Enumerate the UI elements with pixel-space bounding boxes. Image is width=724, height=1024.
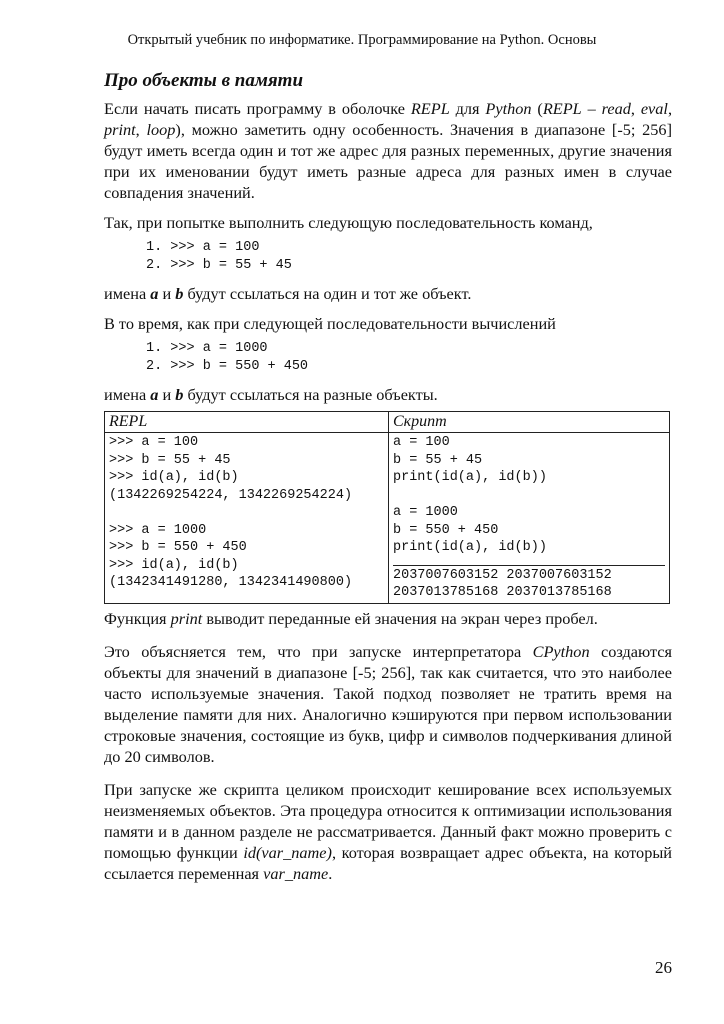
page-content: [104, 70, 672, 884]
paragraph-meanwhile: В то время, как при следующей последовательности вычислений: [104, 314, 556, 333]
repl-code-cell: >>> a = 100 >>> b = 55 + 45 >>> id(a), id(b) (1342269254224, 1342269254224) >>> a = 1000 >>> b = 550 + 450 >>> id(a), id(b) (1342341491280, 1342341490800): [105, 433, 389, 604]
code-listing-2: [104, 340, 672, 375]
code-line: 2. >>> b = 55 + 45: [146, 257, 292, 273]
section-heading: Про объекты в памяти: [104, 70, 304, 91]
script-code-cell: [389, 433, 670, 604]
script-output: 2037007603152 2037007603152 2037013785168 2037013785168: [393, 565, 665, 602]
paragraph-script-caching: При запуске же скрипта целиком происходит кеширование всех используемых неизменяемых объектов. Эта процедура относится к оптимизации использования памяти и в данном разделе не рассматривается. Данный факт можно проверить с помощью функции id(var_name), которая возвращает адрес объекта, на который ссылается переменная var_name.: [104, 779, 672, 883]
code-line: 2. >>> b = 550 + 450: [146, 358, 309, 374]
table-header-script: Скрипт: [389, 412, 670, 433]
paragraph-different-objects: имена a и b будут ссылаться на разные объекты.: [104, 385, 438, 404]
table-header-repl: REPL: [105, 412, 389, 433]
paragraph-attempt: Так, при попытке выполнить следующую последовательность команд,: [104, 213, 593, 232]
code-line: 1. >>> a = 1000: [146, 341, 268, 356]
paragraph-intro: Если начать писать программу в оболочке REPL для Python (REPL – read, eval, print, loop), можно заметить одну особенность. Значения в диапазоне [-5; 256] будут иметь всегда один и тот же адрес для разных переменных, другие значения при их именовании будут иметь разные адреса для разных имен в случае совпадения значений.: [104, 99, 673, 202]
paragraph-explanation: Это объясняется тем, что при запуске интерпретатора CPython создаются объекты для значений в диапазоне [-5; 256], так как считается, что это наиболее часто используемые значения. Такой подход позволяет не тратить время на выделение памяти для них. Аналогично кэшируются при первом использовании строковые значения, состоящие из букв, цифр и символов подчеркивания длиной до 20 символов.: [104, 641, 673, 766]
comparison-table: [104, 411, 670, 604]
paragraph-same-object: имена a и b будут ссылаться на один и тот же объект.: [104, 284, 472, 303]
table-caption: Функция print выводит переданные ей значения на экран через пробел.: [104, 608, 598, 628]
running-header: Открытый учебник по информатике. Программирование на Python. Основы: [127, 32, 597, 48]
page-number: 26: [655, 958, 672, 977]
code-line: 1. >>> a = 100: [146, 240, 260, 255]
script-code: a = 100 b = 55 + 45 print(id(a), id(b)) a = 1000 b = 550 + 450 print(id(a), id(b)): [393, 435, 547, 555]
code-listing-1: [104, 239, 672, 274]
